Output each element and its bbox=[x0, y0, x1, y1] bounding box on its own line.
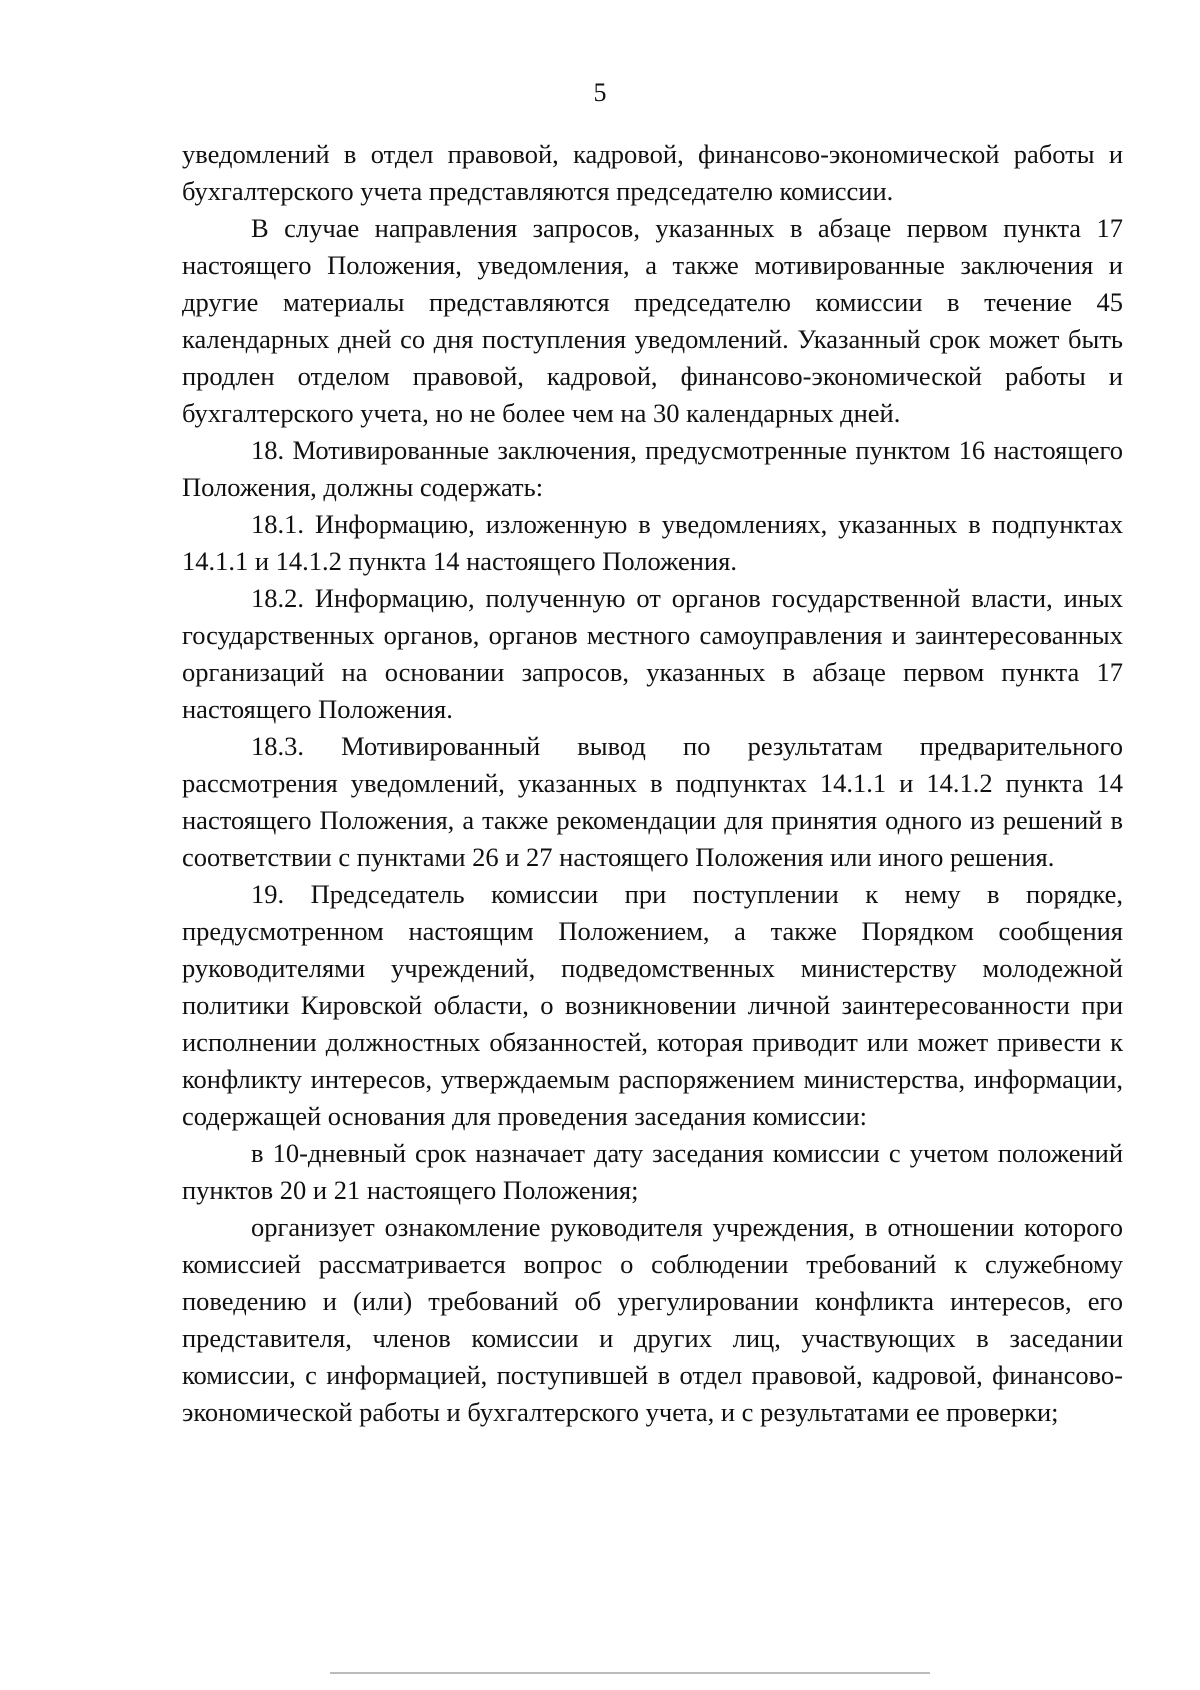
paragraph-item-18: 18. Мотивированные заключения, предусмотренные пунктом 16 настоящего Положения, должны содержать: bbox=[182, 435, 1123, 502]
paragraph-item-18-2: 18.2. Информацию, полученную от органов государственной власти, иных государственных органов, органов местного самоуправления и заинтересованных организаций на основании запросов, указанных в абзаце первом пункта 17 настоящего Положения. bbox=[182, 583, 1123, 724]
paragraph-item-19: 19. Председатель комиссии при поступлении к нему в порядке, предусмотренном настоящим Положением, а также Порядком сообщения руководителями учреждений, подведомственных министерству молодежной политики Кировской области, о возникновении личной заинтересованности при исполнении должностных обязанностей, которая приводит или может привести к конфликту интересов, утверждаемым распоряжением министерства, информации, содержащей основания для проведения заседания комиссии: bbox=[182, 879, 1123, 1131]
paragraph-requests-deadline: В случае направления запросов, указанных в абзаце первом пункта 17 настоящего Положения, уведомления, а также мотивированные заключения и другие материалы представляются председателю комиссии в течение 45 календарных дней со дня поступления уведомлений. Указанный срок может быть продлен отделом правовой, кадровой, финансово-экономической работы и бухгалтерского учета, но не более чем на 30 календарных дней. bbox=[182, 213, 1123, 428]
paragraph-item-19-date: в 10-дневный срок назначает дату заседания комиссии с учетом положений пунктов 20 и 21 настоящего Положения; bbox=[182, 1138, 1123, 1205]
paragraph-item-19-familiarization: организует ознакомление руководителя учреждения, в отношении которого комиссией рассматривается вопрос о соблюдении требований к служебному поведению и (или) требований об урегулировании конфликта интересов, его представителя, членов комиссии и других лиц, участвующих в заседании комиссии, с информацией, поступившей в отдел правовой, кадровой, финансово-экономической работы и бухгалтерского учета, и с результатами ее проверки; bbox=[182, 1212, 1123, 1427]
page-number: 5 bbox=[593, 78, 607, 107]
document-body bbox=[182, 136, 1123, 1431]
paragraph-item-18-1: 18.1. Информацию, изложенную в уведомлениях, указанных в подпунктах 14.1.1 и 14.1.2 пункта 14 настоящего Положения. bbox=[182, 509, 1123, 576]
paragraph-continuation: уведомлений в отдел правовой, кадровой, финансово-экономической работы и бухгалтерского учета представляются председателю комиссии. bbox=[182, 139, 1123, 206]
paragraph-item-18-3: 18.3. Мотивированный вывод по результатам предварительного рассмотрения уведомлений, указанных в подпунктах 14.1.1 и 14.1.2 пункта 14 настоящего Положения, а также рекомендации для принятия одного из решений в соответствии с пунктами 26 и 27 настоящего Положения или иного решения. bbox=[182, 731, 1123, 872]
footer-rule bbox=[330, 1672, 930, 1674]
